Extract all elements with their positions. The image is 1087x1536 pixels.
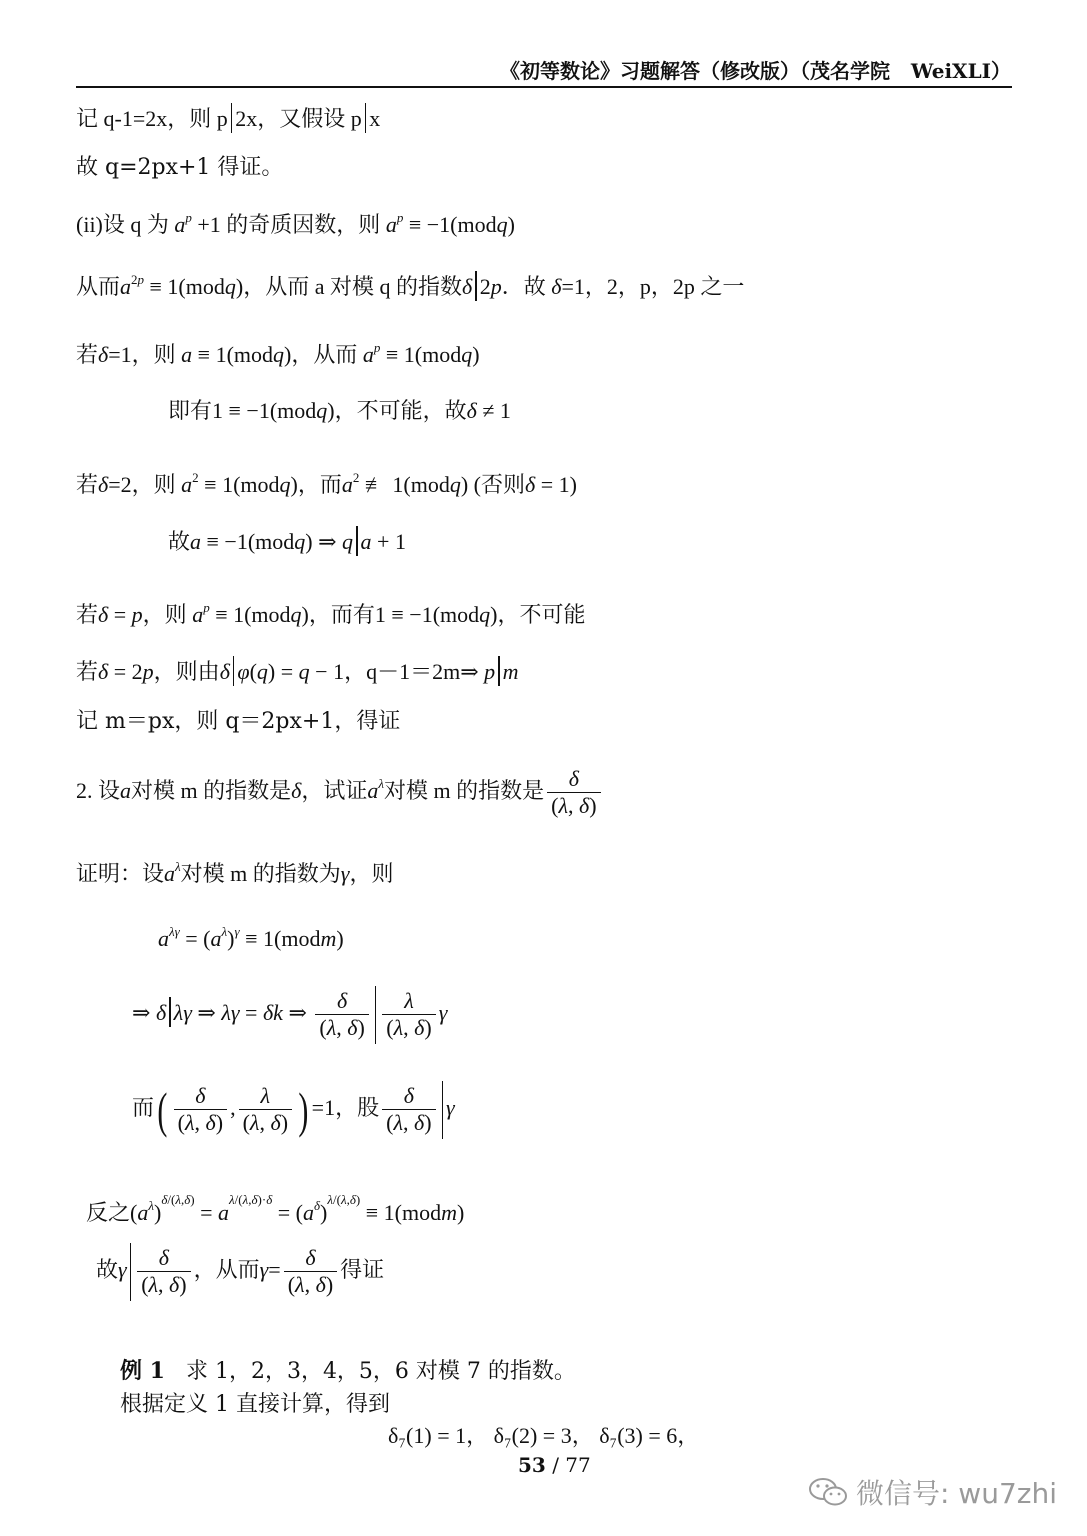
divides-bar — [498, 656, 500, 686]
header-title: 《初等数论》习题解答（修改版）（茂名学院 — [500, 59, 891, 83]
text-segment: 即有 — [168, 398, 213, 423]
total-pages: / 77 — [552, 1453, 591, 1477]
equation-2: ⇒ δ λγ ⇒ λγ = δk ⇒ $\frac{\delta}{(\lambda, \delta)}$ $\frac{\lambda}{(\lambda, \delta)}$ γ — [132, 985, 447, 1044]
text-segment: ，股 — [335, 1095, 380, 1120]
text-segment: ，则 — [142, 602, 187, 627]
watermark — [808, 1472, 1057, 1512]
text-segment: 若 — [76, 342, 99, 367]
text-segment: 记 q-1=2x，则 p — [76, 106, 228, 131]
text-segment: 2x，又假设 p — [235, 106, 362, 131]
header-author: WeiXLI） — [910, 59, 1011, 83]
text-segment: ，从而 — [291, 342, 358, 367]
proof-intro: 证明：设$a^\lambda$对模 m 的指数为γ，则 — [76, 859, 394, 886]
text-segment: 若 — [76, 602, 99, 627]
fraction: $\frac{\delta}{(\lambda, \delta)}$ — [137, 1245, 190, 1298]
example-results — [388, 1421, 699, 1451]
text-segment: ，从而 a 对模 q 的指数 — [243, 274, 462, 299]
header-rule — [76, 86, 1012, 88]
wechat-icon — [808, 1476, 848, 1508]
text-segment: 故 — [168, 529, 191, 554]
text-segment: 若 — [76, 659, 99, 684]
text-segment: ，则 — [349, 861, 394, 886]
text-segment: ，不可能，故 — [334, 398, 467, 423]
text-segment: (ii)设 q 为 — [76, 212, 169, 237]
divides-bar — [365, 103, 367, 133]
text-line-7: 若δ=2，则 $a^2$ ≡ 1(modq)，而$a^2$ ≢ 1(modq) (否则δ = 1) — [76, 470, 577, 497]
text-segment: 2. 设 — [76, 778, 121, 803]
text-segment: ．故 — [501, 274, 546, 299]
divides-bar — [442, 1081, 444, 1139]
text-segment: ，从而 — [193, 1257, 260, 1282]
divides-bar — [169, 997, 171, 1027]
text-segment: 若 — [76, 472, 99, 497]
text-segment: x — [369, 106, 381, 131]
fraction: $\frac{\delta}{(\lambda, \delta)}$ — [547, 766, 600, 819]
fraction: $\frac{\lambda}{(\lambda, \delta)}$ — [382, 988, 435, 1041]
text-line-9: 若δ = p，则 $a^p$ ≡ 1(modq)，而有1 ≡ −1(modq)，不可能 — [76, 600, 586, 627]
text-line-2 — [76, 153, 283, 183]
divides-bar — [233, 656, 235, 686]
text-segment: 对模 m 的指数是 — [131, 778, 292, 803]
text-segment: 反之 — [86, 1200, 131, 1225]
text-line-1 — [76, 103, 380, 134]
divides-bar — [130, 1243, 132, 1301]
text-segment: =1，则 — [108, 342, 176, 367]
equation-4: 反之$(a^\lambda)^{\delta/(\lambda,\delta)} = a^{\lambda/(\lambda,\delta)\cdot\delta} = (a^\delta)^{\lambda/(\lambda,\delta)}$ ≡ 1(modm) — [86, 1192, 465, 1225]
text-line-8: 故a ≡ −1(modq) ⇒ q a + 1 — [168, 526, 406, 557]
current-page: 53 — [518, 1453, 546, 1477]
text-segment: 而 — [132, 1095, 155, 1120]
text-segment: 故 q=2px+1 得证。 — [76, 155, 284, 180]
text-line-3: (ii)设 q 为 $a^p +1$ 的奇质因数，则 $a^p$ ≡ −1(modq) — [76, 210, 515, 237]
text-segment: ，则由 — [153, 659, 220, 684]
page-number — [518, 1450, 591, 1480]
text-segment: 根据定义 1 直接计算，得到 — [120, 1392, 390, 1417]
text-segment: 记 m＝px，则 q＝2px+1，得证 — [76, 709, 401, 734]
text-segment: ，不可能 — [497, 602, 586, 627]
equation-3: 而( $\frac{\delta}{(\lambda, \delta)}$ , $\frac{\lambda}{(\lambda, \delta)}$ ) =1，股 $\frac{\delta}{(\lambda, \delta)}$ γ — [132, 1081, 455, 1138]
text-segment: ，q－1＝2m⇒ — [344, 659, 479, 684]
equation-1: $a^{\lambda\gamma} = (a^\lambda)^\gamma$ ≡ 1(modm) — [158, 924, 344, 951]
text-line-10: 若δ = 2p，则由δ φ(q) = q − 1，q－1＝2m⇒ p m — [76, 656, 519, 687]
example-label: 例 1 — [120, 1358, 165, 1384]
example-text — [120, 1390, 390, 1420]
text-segment: ) — [569, 472, 577, 497]
text-segment: =2，则 — [108, 472, 176, 497]
divides-bar — [231, 103, 233, 133]
page-header — [500, 56, 1011, 86]
divides-bar — [475, 271, 477, 301]
fraction: $\frac{\delta}{(\lambda, \delta)}$ — [315, 988, 368, 1041]
problem-2-statement: 2. 设a对模 m 的指数是δ，试证$a^\lambda$对模 m 的指数是 $\frac{\delta}{(\lambda, \delta)}$ — [76, 762, 604, 819]
text-segment: +1 的奇质因数，则 — [197, 212, 381, 237]
text-segment: (否则 — [473, 472, 525, 497]
conclusion: 故γ $\frac{\delta}{(\lambda, \delta)}$ ，从而γ= $\frac{\delta}{(\lambda, \delta)}$ 得证 — [96, 1242, 384, 1301]
text-segment: 得证 — [340, 1257, 385, 1282]
text-line-6: 即有1 ≡ −1(modq)，不可能，故δ ≠ 1 — [168, 398, 511, 423]
fraction: $\frac{\delta}{(\lambda, \delta)}$ — [174, 1083, 227, 1136]
fraction: $\frac{\lambda}{(\lambda, \delta)}$ — [239, 1083, 292, 1136]
text-segment: 故 — [96, 1257, 119, 1282]
fraction: $\frac{\delta}{(\lambda, \delta)}$ — [382, 1083, 435, 1136]
example-question: 求 1，2，3，4，5，6 对模 7 的指数。 — [185, 1359, 576, 1384]
text-segment: ，而有 — [308, 602, 375, 627]
text-segment: ，试证 — [301, 778, 368, 803]
text-line-4: 从而$a^{2p}$ ≡ 1(modq)，从而 a 对模 q 的指数δ 2p．故 δ=1，2，p，2p 之一 — [76, 272, 745, 299]
text-segment: 从而 — [76, 274, 121, 299]
text-segment: ，而 — [297, 472, 342, 497]
text-segment: 证明：设 — [76, 861, 165, 886]
text-line-5: 若δ=1，则 a ≡ 1(modq)，从而 $a^p$ ≡ 1(modq) — [76, 340, 480, 367]
divides-bar — [375, 986, 377, 1044]
divides-bar — [356, 526, 358, 556]
text-segment: 对模 m 的指数是 — [384, 778, 545, 803]
text-segment: =1，2，p，2p 之一 — [561, 274, 745, 299]
text-segment: δ₇(1) = 1， δ₇(2) = 3， δ₇(3) = 6， — [388, 1423, 700, 1448]
fraction: $\frac{\delta}{(\lambda, \delta)}$ — [284, 1245, 337, 1298]
text-segment: 对模 m 的指数为 — [180, 861, 341, 886]
text-line-11 — [76, 707, 400, 737]
watermark-text: 微信号: wu7zhi — [855, 1477, 1057, 1510]
example-heading — [120, 1356, 576, 1387]
